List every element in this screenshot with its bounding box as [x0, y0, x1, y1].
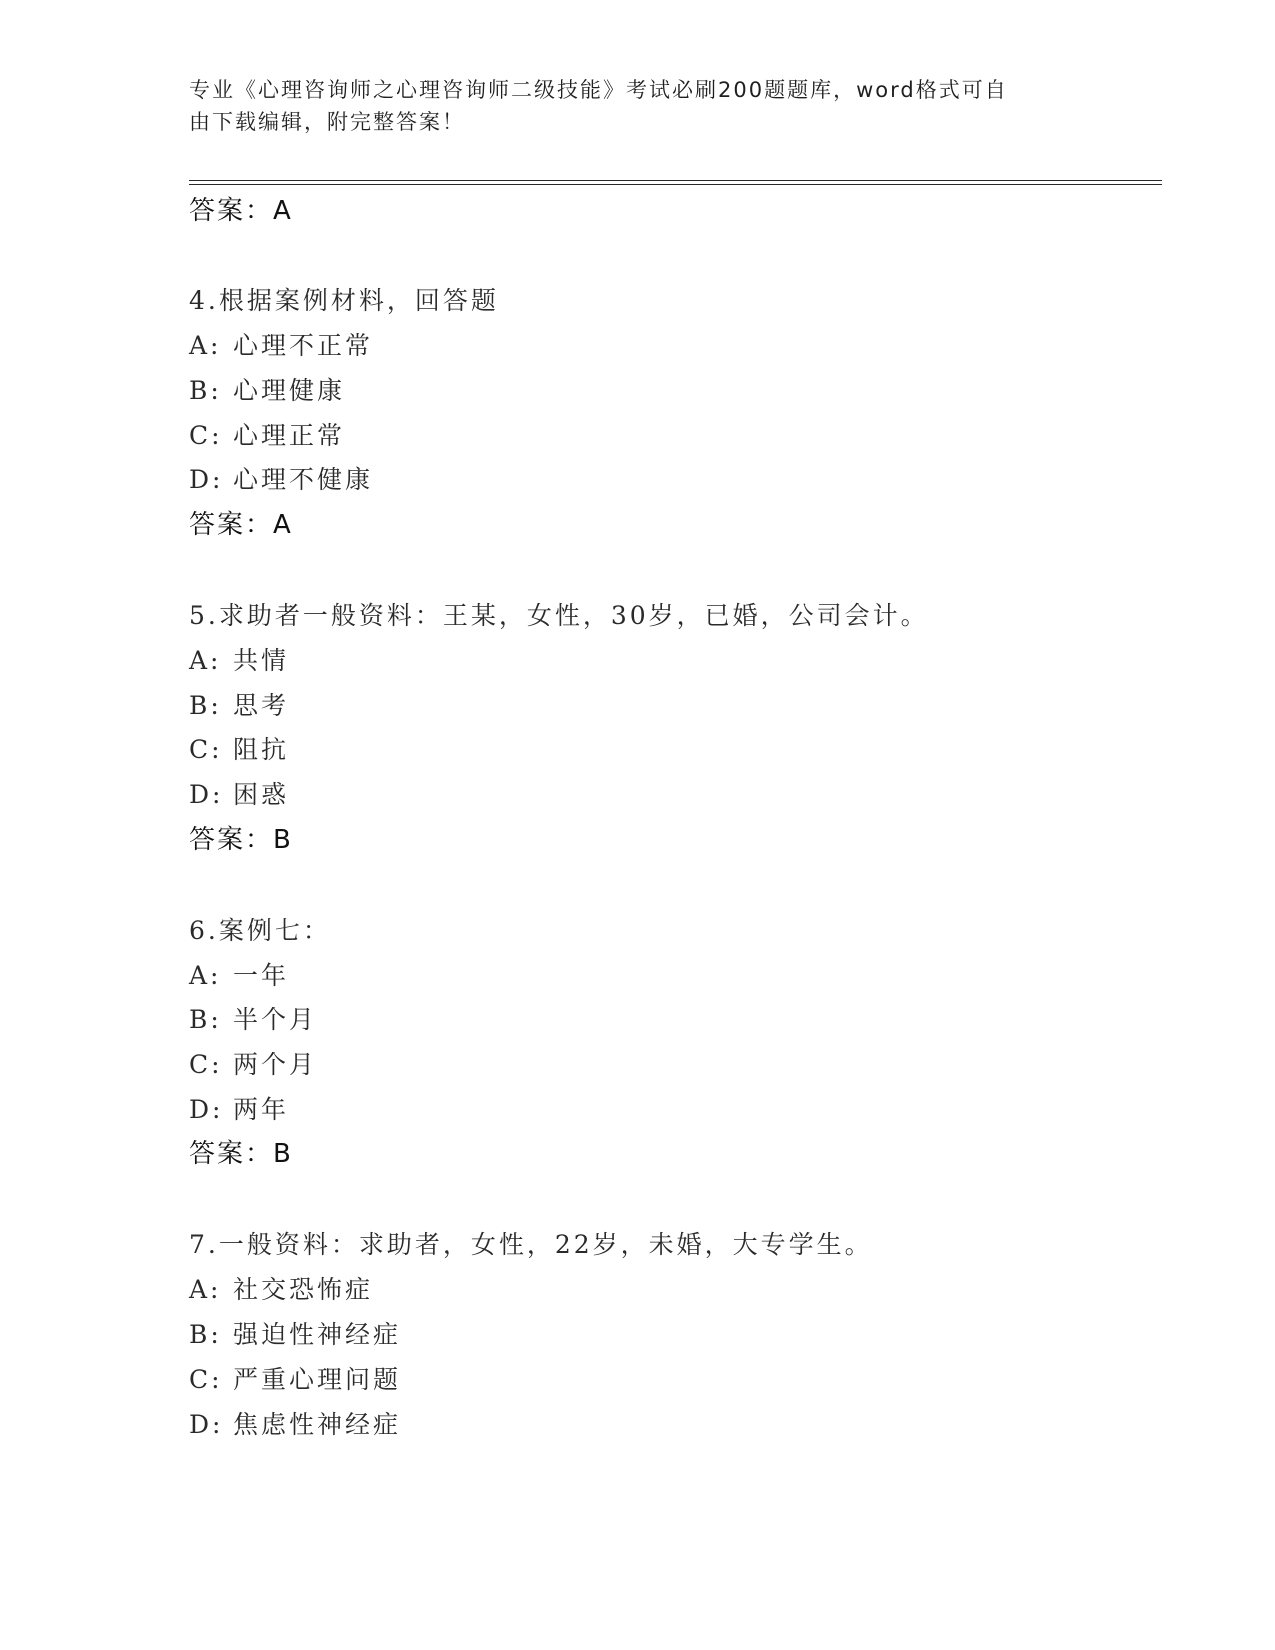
question-4-option-c: [189, 421, 345, 451]
option-label: A:: [189, 646, 222, 675]
answer-q3: 答案：A: [189, 196, 293, 226]
option-label: D:: [189, 465, 224, 494]
question-6-option-a: [189, 961, 289, 991]
answer-q6: 答案：B: [189, 1139, 293, 1169]
option-label: D:: [189, 780, 224, 809]
question-5-stem: 5.求助者一般资料：王某，女性，30岁，已婚，公司会计。: [189, 601, 929, 630]
option-label: A:: [189, 331, 222, 360]
header-divider-bottom: [189, 184, 1162, 185]
question-5-option-a: [189, 646, 289, 676]
question-5-option-b: [189, 691, 289, 721]
question-6-option-c: [189, 1050, 317, 1080]
option-label: C:: [189, 421, 223, 450]
option-label: C:: [189, 735, 223, 764]
option-label: B:: [189, 1320, 222, 1349]
option-label: C:: [189, 1050, 223, 1079]
option-label: B:: [189, 691, 222, 720]
option-label: B:: [189, 1005, 222, 1034]
option-label: A:: [189, 961, 222, 990]
option-text: 强迫性神经症: [233, 1320, 402, 1349]
option-text: 半个月: [233, 1005, 318, 1034]
option-text: 共情: [233, 646, 290, 675]
option-text: 两年: [233, 1095, 290, 1124]
question-4-option-d: [189, 465, 373, 495]
option-label: B:: [189, 376, 222, 405]
option-text: 心理正常: [233, 421, 346, 450]
option-text: 焦虑性神经症: [233, 1410, 402, 1439]
question-7-option-c: [189, 1365, 401, 1395]
option-label: A:: [189, 1275, 222, 1304]
option-label: C:: [189, 1365, 223, 1394]
option-text: 社交恐怖症: [233, 1275, 374, 1304]
question-4-option-b: [189, 376, 345, 406]
option-text: 心理健康: [233, 376, 346, 405]
document-header: [189, 74, 1089, 138]
question-4-option-a: [189, 331, 373, 361]
question-7-option-d: [189, 1410, 401, 1440]
option-text: 阻抗: [233, 735, 290, 764]
option-label: D:: [189, 1095, 224, 1124]
option-text: 困惑: [233, 780, 290, 809]
question-7-option-a: [189, 1275, 373, 1305]
header-line-2: 由下载编辑，附完整答案！: [189, 110, 465, 134]
answer-q4: 答案：A: [189, 510, 293, 540]
option-text: 心理不健康: [233, 465, 374, 494]
question-5-option-d: [189, 780, 289, 810]
question-4-stem: 4.根据案例材料，回答题: [189, 286, 499, 315]
option-label: D:: [189, 1410, 224, 1439]
header-divider-top: [189, 180, 1162, 181]
option-text: 两个月: [233, 1050, 318, 1079]
question-7-stem: 7.一般资料：求助者，女性，22岁，未婚，大专学生。: [189, 1230, 873, 1259]
answer-q5: 答案：B: [189, 825, 293, 855]
question-7-option-b: [189, 1320, 401, 1350]
option-text: 思考: [233, 691, 290, 720]
option-text: 心理不正常: [233, 331, 374, 360]
question-6-option-d: [189, 1095, 289, 1125]
option-text: 一年: [233, 961, 290, 990]
option-text: 严重心理问题: [233, 1365, 402, 1394]
question-5-option-c: [189, 735, 289, 765]
question-6-option-b: [189, 1005, 317, 1035]
question-6-stem: 6.案例七：: [189, 916, 331, 945]
header-line-1: 专业《心理咨询师之心理咨询师二级技能》考试必刷200题题库，word格式可自: [189, 78, 1008, 102]
